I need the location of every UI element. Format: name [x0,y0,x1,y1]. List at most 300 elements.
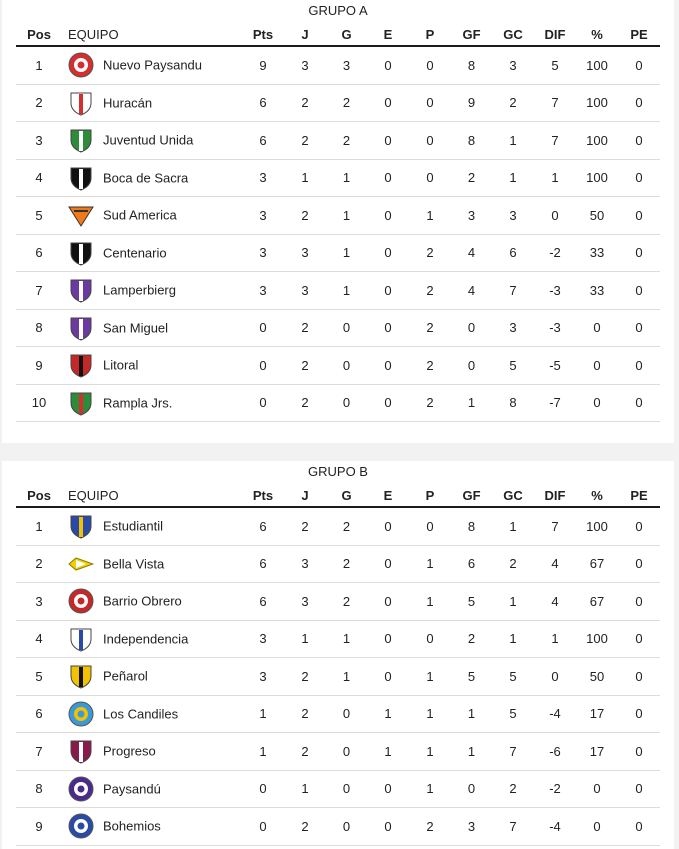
won-cell: 1 [326,658,367,696]
team-cell[interactable] [62,272,242,310]
won-cell: 0 [326,309,367,347]
drawn-cell: 0 [367,159,409,197]
points-cell: 3 [242,197,284,235]
team-cell[interactable] [62,733,242,771]
percent-cell: 100 [576,46,618,84]
estudiantil-crest-icon [68,513,94,539]
team-name[interactable]: Nuevo Paysandu [103,57,203,73]
team-cell[interactable] [62,583,242,621]
col-gc-header[interactable]: GC [492,23,534,46]
drawn-cell: 0 [367,347,409,385]
drawn-cell: 0 [367,272,409,310]
percent-cell: 100 [576,84,618,122]
played-cell: 1 [284,770,326,808]
percent-cell: 17 [576,733,618,771]
goal-diff-cell: -4 [534,695,576,733]
goals-for-cell: 9 [451,84,492,122]
won-cell: 0 [326,347,367,385]
col-pe-header[interactable]: PE [618,484,660,507]
table-row[interactable] [16,309,660,347]
goals-against-cell: 3 [492,46,534,84]
col-e-header[interactable]: E [367,484,409,507]
table-row[interactable] [16,347,660,385]
position-cell: 3 [16,583,62,621]
penalty-cell: 0 [618,770,660,808]
goal-diff-cell: 0 [534,658,576,696]
table-row[interactable] [16,545,660,583]
points-cell: 3 [242,272,284,310]
col-pts-header[interactable]: Pts [242,484,284,507]
won-cell: 2 [326,545,367,583]
lost-cell: 1 [409,733,451,771]
percent-cell: 67 [576,583,618,621]
table-row[interactable] [16,695,660,733]
goals-for-cell: 4 [451,234,492,272]
won-cell: 2 [326,122,367,160]
won-cell: 0 [326,733,367,771]
table-row[interactable] [16,46,660,84]
points-cell: 6 [242,84,284,122]
drawn-cell: 0 [367,234,409,272]
goals-against-cell: 7 [492,808,534,846]
team-name[interactable]: Bella Vista [103,556,165,572]
col-gc-header[interactable]: GC [492,484,534,507]
played-cell: 2 [284,658,326,696]
percent-cell: 33 [576,234,618,272]
lost-cell: 2 [409,384,451,422]
goals-for-cell: 6 [451,545,492,583]
drawn-cell: 0 [367,583,409,621]
goals-against-cell: 7 [492,733,534,771]
table-row[interactable] [16,197,660,235]
played-cell: 3 [284,234,326,272]
penalty-cell: 0 [618,159,660,197]
lost-cell: 2 [409,347,451,385]
goals-against-cell: 5 [492,695,534,733]
lost-cell: 0 [409,507,451,545]
position-cell: 9 [16,347,62,385]
table-row[interactable] [16,384,660,422]
percent-cell: 0 [576,770,618,808]
group-a-card [2,0,674,443]
goals-against-cell: 1 [492,122,534,160]
table-row[interactable] [16,770,660,808]
drawn-cell: 0 [367,197,409,235]
team-name[interactable]: Boca de Sacra [103,170,189,186]
points-cell: 6 [242,122,284,160]
lost-cell: 1 [409,583,451,621]
points-cell: 3 [242,159,284,197]
goal-diff-cell: -4 [534,808,576,846]
team-cell[interactable] [62,122,242,160]
team-cell[interactable] [62,197,242,235]
col-gf-header[interactable]: GF [451,484,492,507]
penalty-cell: 0 [618,272,660,310]
team-cell[interactable] [62,347,242,385]
percent-cell: 0 [576,309,618,347]
goal-diff-cell: -7 [534,384,576,422]
table-row[interactable] [16,583,660,621]
team-name[interactable]: Progreso [103,743,156,759]
points-cell: 3 [242,620,284,658]
team-name[interactable]: Rampla Jrs. [103,395,173,411]
group-a-header-row [16,23,660,46]
barrio-obrero-crest-icon [68,588,94,614]
table-row[interactable] [16,84,660,122]
goal-diff-cell: 7 [534,122,576,160]
goal-diff-cell: -3 [534,309,576,347]
team-cell[interactable] [62,309,242,347]
goal-diff-cell: -5 [534,347,576,385]
played-cell: 2 [284,309,326,347]
points-cell: 0 [242,309,284,347]
percent-cell: 100 [576,620,618,658]
position-cell: 7 [16,733,62,771]
position-cell: 4 [16,159,62,197]
col-p-header[interactable]: P [409,484,451,507]
lost-cell: 0 [409,620,451,658]
percent-cell: 50 [576,197,618,235]
goal-diff-cell: -2 [534,770,576,808]
table-row[interactable] [16,658,660,696]
goals-against-cell: 2 [492,84,534,122]
played-cell: 3 [284,46,326,84]
col-team-header[interactable]: EQUIPO [62,484,242,507]
lost-cell: 2 [409,234,451,272]
points-cell: 6 [242,507,284,545]
won-cell: 3 [326,46,367,84]
penalty-cell: 0 [618,808,660,846]
team-cell[interactable] [62,84,242,122]
goals-against-cell: 1 [492,507,534,545]
litoral-crest-icon [68,352,94,378]
position-cell: 10 [16,384,62,422]
bohemios-crest-icon [68,813,94,839]
team-name[interactable]: Lamperbierg [103,282,176,298]
played-cell: 1 [284,159,326,197]
won-cell: 1 [326,159,367,197]
goal-diff-cell: 5 [534,46,576,84]
goals-for-cell: 2 [451,159,492,197]
col-j-header[interactable]: J [284,484,326,507]
goals-for-cell: 4 [451,272,492,310]
points-cell: 3 [242,658,284,696]
lost-cell: 1 [409,770,451,808]
goals-for-cell: 0 [451,347,492,385]
table-row[interactable] [16,122,660,160]
won-cell: 0 [326,384,367,422]
penarol-crest-icon [68,663,94,689]
position-cell: 2 [16,84,62,122]
won-cell: 1 [326,272,367,310]
group-a-table [16,23,660,422]
percent-cell: 17 [576,695,618,733]
col-g-header[interactable]: G [326,484,367,507]
lost-cell: 2 [409,808,451,846]
team-cell[interactable] [62,507,242,545]
penalty-cell: 0 [618,234,660,272]
points-cell: 6 [242,583,284,621]
table-row[interactable] [16,808,660,846]
team-name[interactable]: Centenario [103,245,167,261]
goals-against-cell: 6 [492,234,534,272]
goals-for-cell: 1 [451,384,492,422]
position-cell: 7 [16,272,62,310]
team-cell[interactable] [62,808,242,846]
drawn-cell: 0 [367,309,409,347]
points-cell: 0 [242,770,284,808]
drawn-cell: 0 [367,384,409,422]
goals-against-cell: 2 [492,545,534,583]
team-name[interactable]: Huracán [103,95,153,111]
group-b-table [16,484,660,846]
los-candiles-crest-icon [68,701,94,727]
penalty-cell: 0 [618,695,660,733]
played-cell: 1 [284,620,326,658]
played-cell: 2 [284,733,326,771]
position-cell: 3 [16,122,62,160]
drawn-cell: 0 [367,545,409,583]
col-team-header[interactable]: EQUIPO [62,23,242,46]
team-cell[interactable] [62,545,242,583]
table-row[interactable] [16,507,660,545]
drawn-cell: 0 [367,658,409,696]
col-pos-header[interactable]: Pos [16,484,62,507]
team-name[interactable]: Paysandú [103,781,161,797]
team-name[interactable]: Estudiantil [103,518,163,534]
team-cell[interactable] [62,159,242,197]
goal-diff-cell: 4 [534,583,576,621]
col-pts-header[interactable]: Pts [242,23,284,46]
goals-against-cell: 2 [492,770,534,808]
penalty-cell: 0 [618,122,660,160]
goals-for-cell: 8 [451,46,492,84]
penalty-cell: 0 [618,384,660,422]
drawn-cell: 0 [367,84,409,122]
goals-against-cell: 3 [492,197,534,235]
position-cell: 1 [16,507,62,545]
won-cell: 1 [326,620,367,658]
percent-cell: 100 [576,122,618,160]
goals-for-cell: 0 [451,309,492,347]
lost-cell: 0 [409,159,451,197]
penalty-cell: 0 [618,545,660,583]
percent-cell: 100 [576,159,618,197]
played-cell: 2 [284,507,326,545]
won-cell: 0 [326,770,367,808]
group-a-title: GRUPO A [308,3,368,18]
penalty-cell: 0 [618,733,660,771]
penalty-cell: 0 [618,347,660,385]
goal-diff-cell: 0 [534,197,576,235]
goals-for-cell: 1 [451,695,492,733]
lost-cell: 0 [409,122,451,160]
penalty-cell: 0 [618,197,660,235]
col-e-header[interactable]: E [367,23,409,46]
position-cell: 4 [16,620,62,658]
team-cell[interactable] [62,384,242,422]
percent-cell: 67 [576,545,618,583]
position-cell: 5 [16,658,62,696]
col-pos-header[interactable]: Pos [16,23,62,46]
percent-cell: 0 [576,384,618,422]
team-cell[interactable] [62,46,242,84]
points-cell: 0 [242,347,284,385]
percent-cell: 100 [576,507,618,545]
group-b-header-row [16,484,660,507]
penalty-cell: 0 [618,507,660,545]
played-cell: 2 [284,122,326,160]
goals-for-cell: 0 [451,770,492,808]
team-cell[interactable] [62,658,242,696]
team-name[interactable]: Peñarol [103,668,148,684]
points-cell: 0 [242,808,284,846]
san-miguel-crest-icon [68,315,94,341]
played-cell: 3 [284,272,326,310]
team-cell[interactable] [62,695,242,733]
lost-cell: 2 [409,309,451,347]
goals-against-cell: 1 [492,159,534,197]
col-g-header[interactable]: G [326,23,367,46]
percent-cell: 0 [576,347,618,385]
points-cell: 1 [242,695,284,733]
rampla-jrs-crest-icon [68,390,94,416]
team-name[interactable]: Barrio Obrero [103,593,182,609]
team-name[interactable]: Litoral [103,357,139,373]
team-cell[interactable] [62,770,242,808]
points-cell: 0 [242,384,284,422]
position-cell: 8 [16,309,62,347]
col-j-header[interactable]: J [284,23,326,46]
points-cell: 6 [242,545,284,583]
col-pe-header[interactable]: PE [618,23,660,46]
lost-cell: 0 [409,46,451,84]
boca-de-sacra-crest-icon [68,165,94,191]
penalty-cell: 0 [618,46,660,84]
drawn-cell: 0 [367,620,409,658]
lost-cell: 1 [409,545,451,583]
table-row[interactable] [16,159,660,197]
penalty-cell: 0 [618,620,660,658]
goals-against-cell: 1 [492,583,534,621]
goal-diff-cell: -6 [534,733,576,771]
position-cell: 6 [16,234,62,272]
lamperbierg-crest-icon [68,277,94,303]
won-cell: 0 [326,695,367,733]
centenario-crest-icon [68,240,94,266]
table-row[interactable] [16,272,660,310]
table-row[interactable] [16,620,660,658]
penalty-cell: 0 [618,658,660,696]
lost-cell: 0 [409,84,451,122]
points-cell: 9 [242,46,284,84]
played-cell: 2 [284,695,326,733]
goals-for-cell: 8 [451,122,492,160]
progreso-crest-icon [68,738,94,764]
penalty-cell: 0 [618,84,660,122]
team-name[interactable]: Juventud Unida [103,132,194,148]
col-p-header[interactable]: P [409,23,451,46]
team-name[interactable]: Sud America [103,207,177,223]
paysandu-crest-icon [68,776,94,802]
team-name[interactable]: Bohemios [103,818,161,834]
points-cell: 3 [242,234,284,272]
table-row[interactable] [16,234,660,272]
sud-america-crest-icon [68,202,94,228]
goal-diff-cell: -2 [534,234,576,272]
percent-cell: 0 [576,808,618,846]
position-cell: 8 [16,770,62,808]
drawn-cell: 1 [367,695,409,733]
bella-vista-crest-icon [68,551,94,577]
won-cell: 0 [326,808,367,846]
played-cell: 2 [284,197,326,235]
lost-cell: 1 [409,658,451,696]
won-cell: 2 [326,583,367,621]
drawn-cell: 0 [367,507,409,545]
goals-against-cell: 7 [492,272,534,310]
goals-for-cell: 1 [451,733,492,771]
played-cell: 2 [284,84,326,122]
goals-against-cell: 3 [492,309,534,347]
team-name[interactable]: San Miguel [103,320,169,336]
points-cell: 1 [242,733,284,771]
won-cell: 1 [326,197,367,235]
goal-diff-cell: 1 [534,620,576,658]
goal-diff-cell: 7 [534,84,576,122]
team-cell[interactable] [62,234,242,272]
goals-for-cell: 3 [451,808,492,846]
drawn-cell: 0 [367,808,409,846]
lost-cell: 2 [409,272,451,310]
goals-against-cell: 8 [492,384,534,422]
goals-for-cell: 2 [451,620,492,658]
goals-against-cell: 5 [492,658,534,696]
won-cell: 2 [326,507,367,545]
team-cell[interactable] [62,620,242,658]
col-pct-header[interactable]: % [576,23,618,46]
goals-for-cell: 5 [451,583,492,621]
col-dif-header[interactable]: DIF [534,484,576,507]
played-cell: 3 [284,583,326,621]
col-dif-header[interactable]: DIF [534,23,576,46]
drawn-cell: 0 [367,770,409,808]
drawn-cell: 0 [367,122,409,160]
drawn-cell: 0 [367,46,409,84]
goal-diff-cell: 7 [534,507,576,545]
goal-diff-cell: 1 [534,159,576,197]
goals-for-cell: 3 [451,197,492,235]
team-name[interactable]: Los Candiles [103,706,179,722]
col-gf-header[interactable]: GF [451,23,492,46]
lost-cell: 1 [409,197,451,235]
drawn-cell: 1 [367,733,409,771]
goals-for-cell: 8 [451,507,492,545]
penalty-cell: 0 [618,583,660,621]
team-name[interactable]: Independencia [103,631,189,647]
position-cell: 9 [16,808,62,846]
won-cell: 2 [326,84,367,122]
position-cell: 1 [16,46,62,84]
played-cell: 3 [284,545,326,583]
won-cell: 1 [326,234,367,272]
goal-diff-cell: 4 [534,545,576,583]
percent-cell: 50 [576,658,618,696]
position-cell: 2 [16,545,62,583]
table-row[interactable] [16,733,660,771]
col-pct-header[interactable]: % [576,484,618,507]
played-cell: 2 [284,808,326,846]
